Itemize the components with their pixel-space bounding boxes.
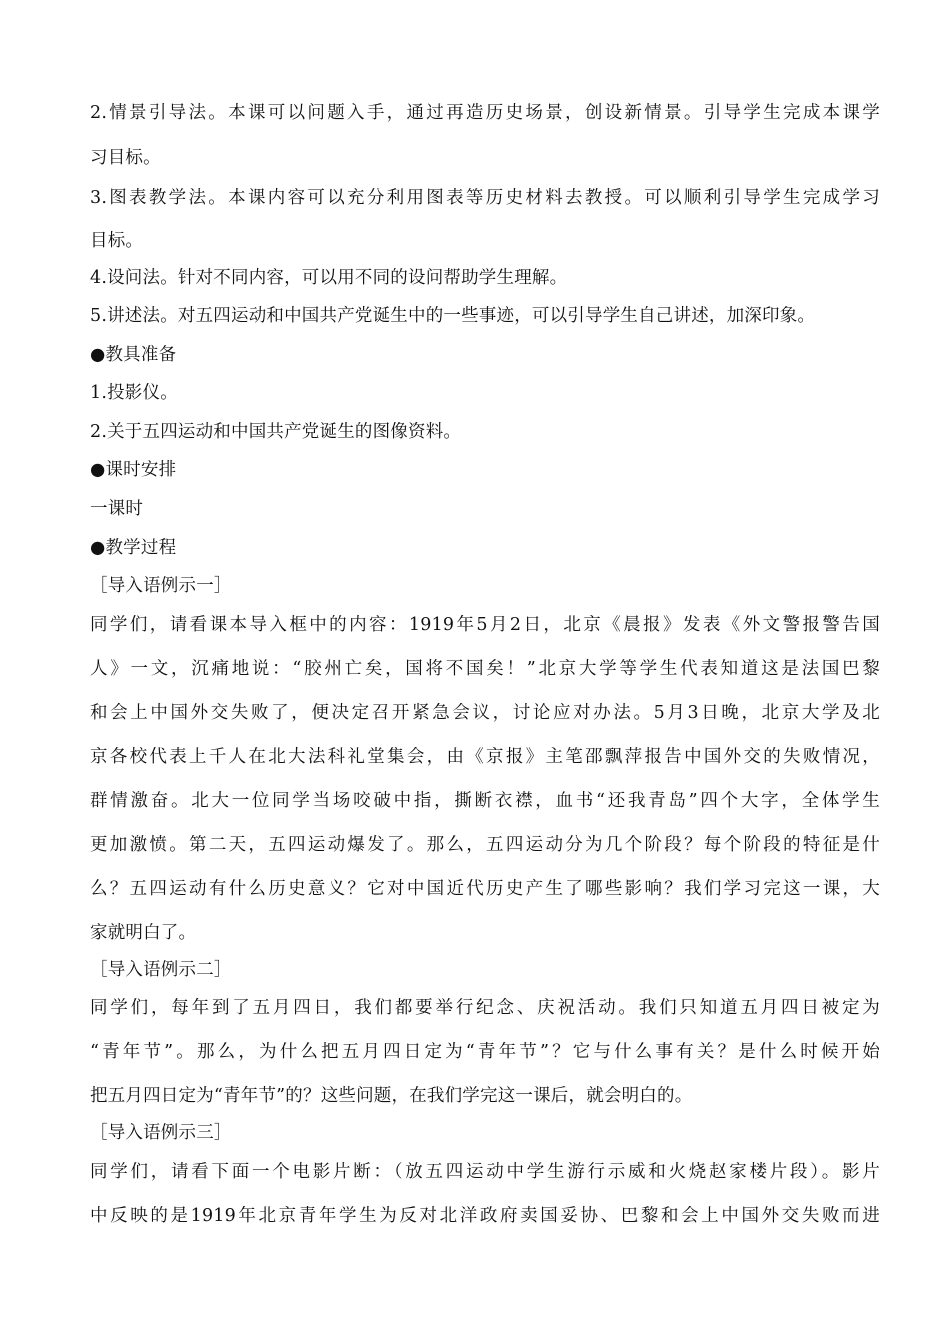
section-heading-process: ●教学过程	[90, 538, 177, 558]
method-3-line-2: 目标。	[90, 231, 144, 251]
intro-1-line-3: 和会上中国外交失败了，便决定召开紧急会议，讨论应对办法。5月3日晚，北京大学及北	[90, 703, 880, 723]
section-heading-teaching-aids: ●教具准备	[90, 345, 177, 365]
intro-3-line-2: 中反映的是1919年北京青年学生为反对北洋政府卖国妥协、巴黎和会上中国外交失败而进	[90, 1206, 880, 1226]
intro-1-line-5: 群情激奋。北大一位同学当场咬破中指，撕断衣襟，血书“还我青岛”四个大字，全体学生	[90, 791, 880, 811]
intro-1-line-2: 人》一文，沉痛地说：“胶州亡矣，国将不国矣！”北京大学等学生代表知道这是法国巴黎	[90, 659, 880, 679]
method-2-line-2: 习目标。	[90, 148, 161, 168]
intro-example-1-heading: ［导入语例示一］	[90, 576, 232, 596]
intro-1-line-4: 京各校代表上千人在北大法科礼堂集会，由《京报》主笔邵飘萍报告中国外交的失败情况，	[90, 747, 880, 767]
intro-2-line-2: “青年节”。那么，为什么把五月四日定为“青年节”？它与什么事有关？是什么时候开始	[90, 1042, 880, 1062]
intro-1-line-6: 更加激愤。第二天，五四运动爆发了。那么，五四运动分为几个阶段？每个阶段的特征是什	[90, 835, 880, 855]
method-3-line-1: 3.图表教学法。本课内容可以充分利用图表等历史材料去教授。可以顺利引导学生完成学习	[90, 188, 880, 208]
intro-example-2-heading: ［导入语例示二］	[90, 960, 232, 980]
intro-example-3-heading: ［导入语例示三］	[90, 1123, 232, 1143]
intro-3-line-1: 同学们，请看下面一个电影片断：（放五四运动中学生游行示威和火烧赵家楼片段）。影片	[90, 1162, 880, 1182]
intro-1-line-7: 么？五四运动有什么历史意义？它对中国近代历史产生了哪些影响？我们学习完这一课，大	[90, 879, 880, 899]
schedule-text: 一课时	[90, 499, 144, 519]
method-5-line: 5.讲述法。对五四运动和中国共产党诞生中的一些事迹，可以引导学生自己讲述，加深印象。	[90, 306, 816, 326]
method-2-line-1: 2.情景引导法。本课可以问题入手，通过再造历史场景，创设新情景。引导学生完成本课学	[90, 103, 880, 123]
intro-2-line-1: 同学们，每年到了五月四日，我们都要举行纪念、庆祝活动。我们只知道五月四日被定为	[90, 998, 880, 1018]
intro-1-line-1: 同学们，请看课本导入框中的内容：1919年5月2日，北京《晨报》发表《外文警报警告国	[90, 615, 880, 635]
method-4-line: 4.设问法。针对不同内容，可以用不同的设问帮助学生理解。	[90, 268, 568, 288]
intro-2-line-3: 把五月四日定为“青年节”的？这些问题，在我们学完这一课后，就会明白的。	[90, 1086, 693, 1106]
section-heading-schedule: ●课时安排	[90, 460, 177, 480]
aids-item-2: 2.关于五四运动和中国共产党诞生的图像资料。	[90, 422, 462, 442]
intro-1-line-8: 家就明白了。	[90, 923, 197, 943]
aids-item-1: 1.投影仪。	[90, 383, 178, 403]
